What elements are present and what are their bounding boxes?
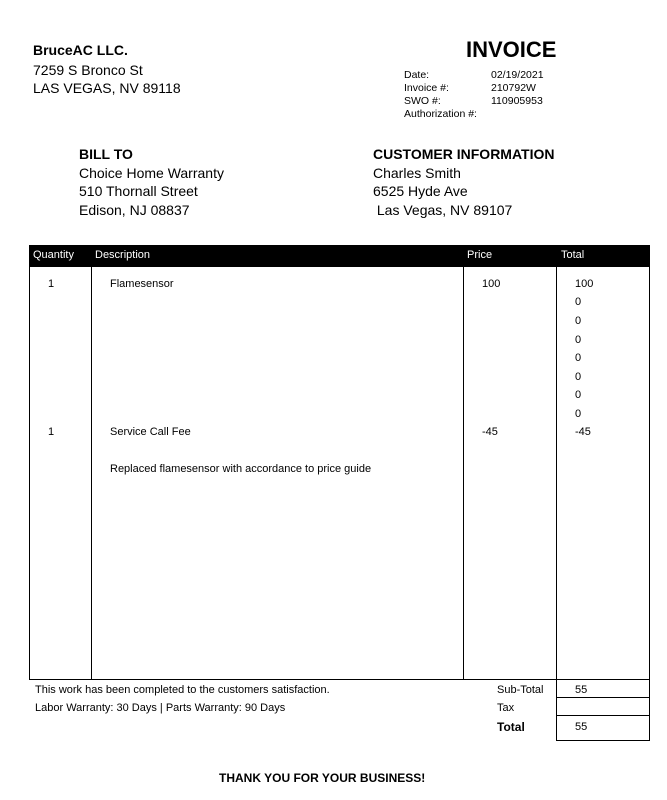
completion-note: This work has been completed to the customers satisfaction. [35,684,330,696]
row-total: 0 [575,296,582,308]
thank-you-message: THANK YOU FOR YOUR BUSINESS! [219,771,426,785]
row-description: Service Call Fee [110,426,191,438]
date-value: 02/19/2021 [491,69,544,81]
total-value: 55 [575,721,588,733]
row-quantity: 1 [48,426,55,438]
date-label: Date: [404,69,430,81]
company-city: LAS VEGAS, NV 89118 [33,80,181,96]
row-total: -45 [575,426,591,438]
total-border [556,740,650,741]
header-total: Total [561,249,585,261]
subtotal-border [556,697,650,698]
row-total: 0 [575,389,582,401]
header-description: Description [95,249,151,261]
invoice-number-label: Invoice #: [404,82,449,94]
column-divider [91,267,92,679]
row-price: -45 [482,426,498,438]
bill-to-heading: BILL TO [79,146,133,162]
header-quantity: Quantity [33,249,74,261]
swo-value: 110905953 [491,95,543,107]
customer-line: 6525 Hyde Ave [373,183,468,199]
header-price: Price [467,249,493,261]
column-divider [463,267,464,679]
customer-line: Las Vegas, NV 89107 [373,202,513,218]
customer-line: Charles Smith [373,165,461,181]
column-divider [556,267,557,741]
row-total: 0 [575,334,582,346]
company-street: 7259 S Bronco St [33,62,143,78]
subtotal-value: 55 [575,684,588,696]
row-total: 0 [575,408,582,420]
table-bottom-border [29,679,650,680]
row-total: 0 [575,352,582,364]
total-label: Total [497,720,525,734]
bill-to-line: Choice Home Warranty [79,165,224,181]
row-total: 100 [575,278,594,290]
invoice-number-value: 210792W [491,82,536,94]
company-name: BruceAC LLC. [33,42,128,58]
bill-to-line: Edison, NJ 08837 [79,202,190,218]
table-border-left [29,267,30,679]
tax-border [556,715,650,716]
row-description: Replaced flamesensor with accordance to price guide [110,463,372,475]
tax-label: Tax [497,702,515,714]
swo-label: SWO #: [404,95,441,107]
warranty-note: Labor Warranty: 30 Days | Parts Warranty: 90 Days [35,702,286,714]
subtotal-label: Sub-Total [497,684,544,696]
customer-info-heading: CUSTOMER INFORMATION [373,146,555,162]
table-border-right [649,267,650,741]
row-quantity: 1 [48,278,55,290]
row-total: 0 [575,315,582,327]
row-description: Flamesensor [110,278,174,290]
invoice-title: INVOICE [466,37,557,62]
row-total: 0 [575,371,582,383]
bill-to-line: 510 Thornall Street [79,183,198,199]
authorization-label: Authorization #: [404,108,477,120]
row-price: 100 [482,278,501,290]
